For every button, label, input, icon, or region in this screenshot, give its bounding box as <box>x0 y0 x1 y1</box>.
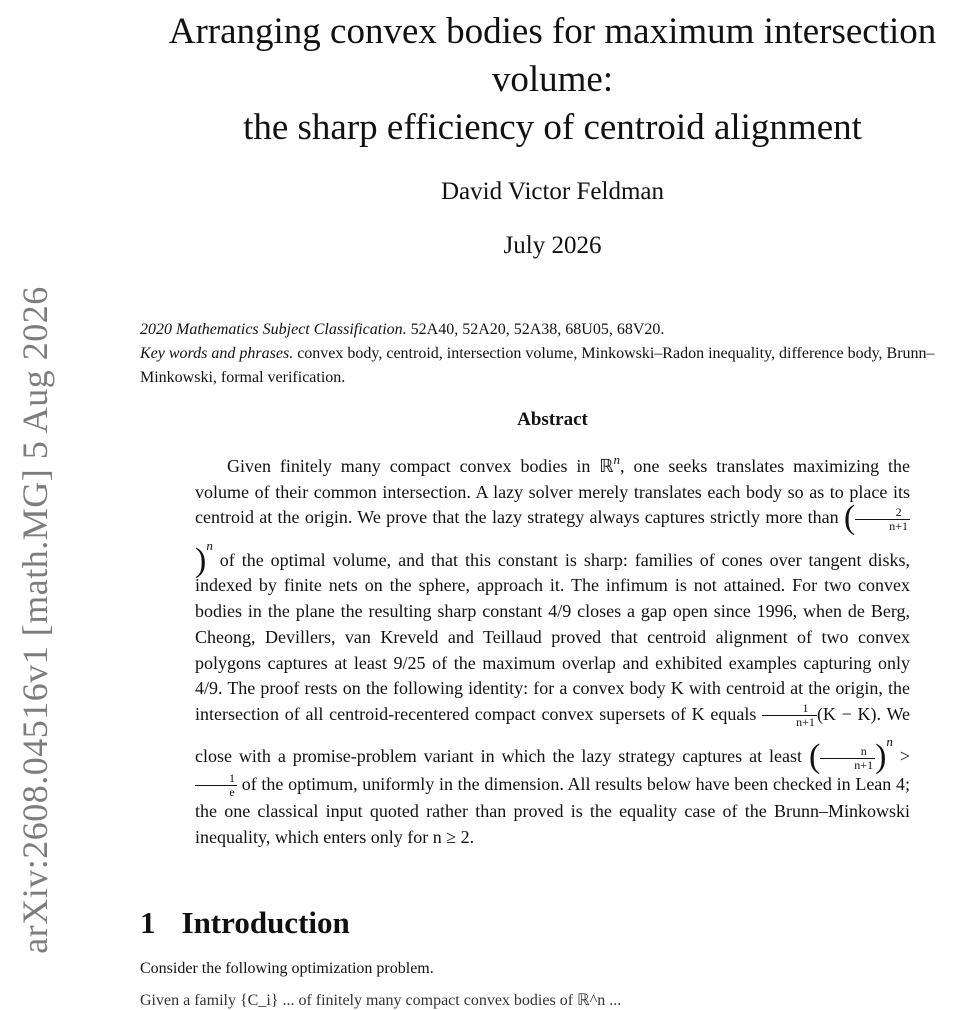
intro-paragraph: Consider the following optimization problem. <box>140 960 434 977</box>
abstract-text: , one seeks translates maximizing the volume of their common intersection. A lazy solver merely translates each body so as to place its centroid at the origin. We prove that the lazy strategy always captures strictly more than <box>195 456 910 528</box>
arxiv-id-text: arXiv:2608.04516v1 [math.MG] 5 Aug 2026 <box>15 286 55 954</box>
section-heading <box>140 905 350 941</box>
paper-title-line-3: the sharp efficiency of centroid alignment <box>243 107 862 148</box>
abstract-sup: n <box>613 452 621 467</box>
paper-date: July 2026 <box>503 232 602 259</box>
fraction: $\frac{1}{e}$ <box>195 772 237 799</box>
paper-title-line-2: volume: <box>491 59 614 100</box>
keywords-value: convex body, centroid, intersection volume, Minkowski–Radon inequality, difference body, Brunn–Minkowski, formal verification. <box>140 345 935 386</box>
msc-value: 52A40, 52A20, 52A38, 68U05, 68V20. <box>410 321 665 338</box>
cut-off-line: Given a family {C_i} ... of finitely many compact convex bodies of ℝ^n ... <box>140 992 622 1009</box>
abstract-text: of the optimal volume, and that this constant is sharp: families of cones over tangent disks, indexed by finite nets on the sphere, approach it. The infimum is not attained. For two convex bodies in the plane the resulting sharp constant 4/9 closes a gap open since 1996, when de Berg, Cheong, Devillers, van Kreveld and Teillaud proved that centroid alignment of two convex polygons captures at least 9/25 of the maximum overlap and exhibited examples capturing only 4/9. The proof rests on the following identity: for a convex body K with centroid at the origin, the intersection of all centroid-recentered compact convex supersets of K equals <box>195 549 910 724</box>
abstract-text: (K − K). We close with a promise-problem variant in which the lazy strategy captures at least <box>195 704 910 767</box>
fraction: $\frac{n}{n+1}$ <box>820 745 875 772</box>
section-number: 1 <box>140 905 156 940</box>
exponent: n <box>206 537 213 553</box>
abstract-text: Given finitely many compact convex bodies in ℝ <box>227 456 614 476</box>
abstract-text: of the optimum, uniformly in the dimension. All results below have been checked in Lean 4; the one classical input quoted rather than proved is the equality case of the Brunn–Minkowski inequality, which enters only for n ≥ 2. <box>195 773 910 847</box>
paren-left: ( <box>808 738 821 776</box>
abstract-body <box>195 447 910 851</box>
arxiv-identifier <box>0 0 60 1000</box>
msc-classification <box>140 318 970 342</box>
fraction: $\frac{1}{n+1}$ <box>762 702 817 729</box>
abstract-heading: Abstract <box>517 409 588 430</box>
fraction: $\frac{2}{n+1}$ <box>855 506 910 533</box>
author-name: David Victor Feldman <box>441 178 664 205</box>
paren-right: ) <box>195 541 207 579</box>
msc-label: 2020 Mathematics Subject Classification. <box>140 321 407 338</box>
section-title: Introduction <box>181 905 350 940</box>
paper-title-line-1: Arranging convex bodies for maximum intersection <box>168 11 937 52</box>
keywords-label: Key words and phrases. <box>140 345 294 362</box>
exponent: n <box>886 734 893 750</box>
keywords <box>140 342 970 390</box>
paren-right: ) <box>875 738 887 776</box>
paren-left: ( <box>843 499 856 537</box>
abstract-text: > <box>892 746 910 767</box>
